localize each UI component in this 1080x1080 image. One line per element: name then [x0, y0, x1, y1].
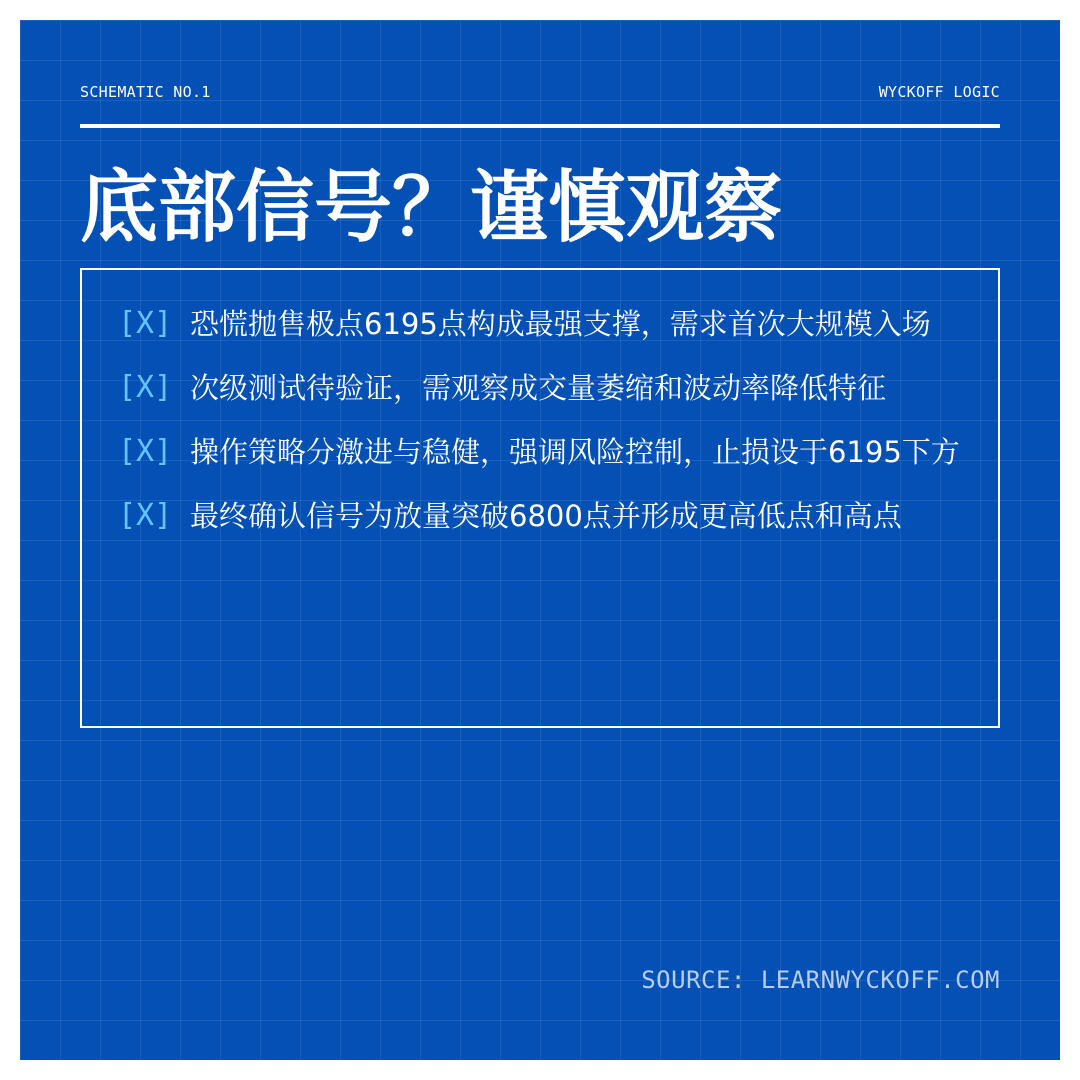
list-item	[118, 300, 968, 348]
list-item-text: 操作策略分激进与稳健，强调风险控制，止损设于6195下方	[190, 435, 960, 469]
checkbox-marker-icon: [X]	[118, 370, 173, 405]
list-item	[118, 364, 968, 412]
wyckoff-label: WYCKOFF LOGIC	[878, 83, 1000, 101]
source-credit: SOURCE: LEARNWYCKOFF.COM	[641, 966, 1000, 994]
schematic-label: SCHEMATIC NO.1	[80, 83, 211, 101]
header-row	[80, 82, 1000, 102]
checkbox-marker-icon: [X]	[118, 306, 173, 341]
checkbox-marker-icon: [X]	[118, 498, 173, 533]
points-list	[118, 300, 968, 556]
points-box	[80, 268, 1000, 728]
list-item-text: 次级测试待验证，需观察成交量萎缩和波动率降低特征	[190, 371, 887, 405]
list-item-text: 恐慌抛售极点6195点构成最强支撑，需求首次大规模入场	[190, 307, 931, 341]
list-item-text: 最终确认信号为放量突破6800点并形成更高低点和高点	[190, 499, 902, 533]
checkbox-marker-icon: [X]	[118, 434, 173, 469]
header-divider	[80, 124, 1000, 128]
schematic-card	[20, 20, 1060, 1060]
page-title: 底部信号？谨慎观察	[80, 163, 783, 253]
list-item	[118, 492, 968, 540]
list-item	[118, 428, 968, 476]
